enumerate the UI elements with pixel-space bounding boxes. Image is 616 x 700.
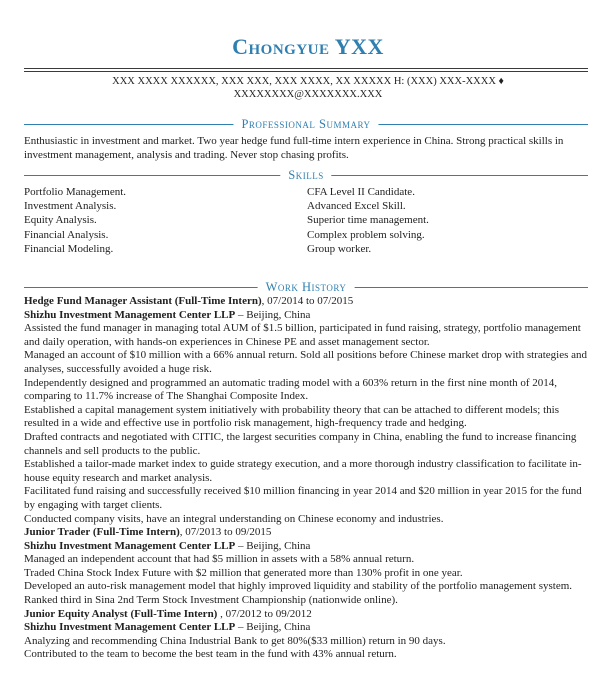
job-bullet: Traded China Stock Index Future with $2 million that generated more than 130% profit in one year. [24, 566, 463, 579]
company-line [24, 621, 590, 635]
job-bullet: Contributed to the team to become the best team in the fund with 43% annual return. [24, 648, 397, 661]
job-bullet: Managed an independent account that had $5 million in assets with a 58% annual return. [24, 553, 415, 566]
header-rule-bottom [24, 71, 588, 72]
job-entry [24, 608, 590, 662]
skills-column-left [24, 185, 284, 256]
skill-item: Equity Analysis. [24, 214, 97, 227]
section-heading-skills [24, 169, 588, 181]
candidate-name: Chongyue YXX [232, 34, 384, 59]
job-location: – Beijing, China [235, 308, 311, 321]
skill-item: Financial Modeling. [24, 242, 114, 255]
skill-item: Advanced Excel Skill. [307, 200, 406, 213]
job-bullet: Facilitated fund raising and successfully received $10 million financing in year 2014 and $20 million in year 2015 for the fund by engaging with target clients. [24, 485, 582, 511]
section-heading-summary [24, 118, 588, 130]
work-history-list [24, 295, 590, 662]
job-title: Hedge Fund Manager Assistant (Full-Time Intern) [24, 295, 262, 307]
skill-item: Superior time management. [307, 214, 429, 227]
job-title-line [24, 608, 590, 622]
company-name: Shizhu Investment Management Center LLP [24, 308, 236, 321]
job-dates: , 07/2012 to 09/2012 [217, 607, 312, 620]
skill-item: Group worker. [307, 242, 372, 255]
job-bullet: Drafted contracts and negotiated with CITIC, the largest securities company in China, enabling the fund to increase financing channels and sell products to the public. [24, 430, 577, 457]
job-bullet: Independently designed and programmed an automatic trading model with a 603% return in the first nine month of 2014, comparing to 11.7% increase of The Shanghai Composite Index. [24, 376, 558, 403]
job-bullet: Established a tailor-made market index to guide strategy execution, and a more thorough industry classification to facilitate in-house equity research and market analysis. [24, 458, 582, 484]
job-bullet: Analyzing and recommending China Industrial Bank to get 80%($33 million) return in 90 days. [24, 634, 446, 647]
job-bullet: Developed an auto-risk management model that highly improved liquidity and stability of the portfolio management system. [24, 580, 573, 593]
skill-item: CFA Level II Candidate. [307, 186, 415, 198]
job-location: – Beijing, China [235, 621, 311, 634]
work-history-heading: Work History [258, 280, 355, 295]
job-dates: , 07/2013 to 09/2015 [179, 526, 272, 539]
contact-info [50, 75, 566, 101]
job-dates: , 07/2014 to 07/2015 [261, 295, 354, 307]
skill-item: Investment Analysis. [24, 200, 117, 213]
job-location: – Beijing, China [235, 539, 311, 552]
skill-item: Complex problem solving. [307, 228, 425, 241]
job-entry [24, 295, 590, 526]
job-title: Junior Trader (Full-Time Intern) [24, 526, 180, 539]
job-bullet: Conducted company visits, have an integral understanding on Chinese economy and industries. [24, 512, 444, 525]
job-title-line [24, 526, 590, 540]
job-bullet: Ranked third in Sina 2nd Term Stock Investment Championship (nationwide online). [24, 594, 398, 607]
section-heading-work-history [24, 281, 588, 293]
summary-heading: Professional Summary [233, 117, 378, 132]
skills-column-right [307, 185, 587, 256]
company-line [24, 309, 590, 323]
contact-line-1: XXX XXXX XXXXXX, XXX XXX, XXX XXXX, XX XXXXX H: (XXX) XXX-XXXX ♦ [112, 76, 504, 87]
company-line [24, 540, 590, 554]
skill-item: Financial Analysis. [24, 228, 109, 241]
job-entry [24, 526, 590, 608]
job-title-line [24, 295, 590, 309]
skill-item: Portfolio Management. [24, 186, 127, 198]
contact-email: XXXXXXXX@XXXXXXX.XXX [233, 89, 383, 100]
company-name: Shizhu Investment Management Center LLP [24, 539, 236, 552]
job-title: Junior Equity Analyst (Full-Time Intern) [24, 607, 218, 620]
skills-heading: Skills [280, 168, 331, 183]
job-bullet: Assisted the fund manager in managing total AUM of $1.5 billion, participated in fund raising, strategy, portfolio management and daily operation, with hands-on experiences in Chinese PE and asset management sector. [24, 322, 581, 348]
header-rule-top [24, 68, 588, 69]
company-name: Shizhu Investment Management Center LLP [24, 621, 236, 634]
summary-text: Enthusiastic in investment and market. Two year hedge fund full-time intern experience in China. Strong practical skills in investment management, analysis and trading. Never stop chasing profits. [24, 135, 564, 161]
job-bullet: Established a capital management system initiatively with probability theory that can be attached to different models; this resulted in a wide and effective use in portfolio risk management, high-frequency trade and hedging. [24, 403, 559, 430]
job-bullet: Managed an account of $10 million with a 66% annual return. Sold all positions before Chinese market drop with strategies and analyses, successfully avoided a huge risk. [24, 349, 588, 375]
